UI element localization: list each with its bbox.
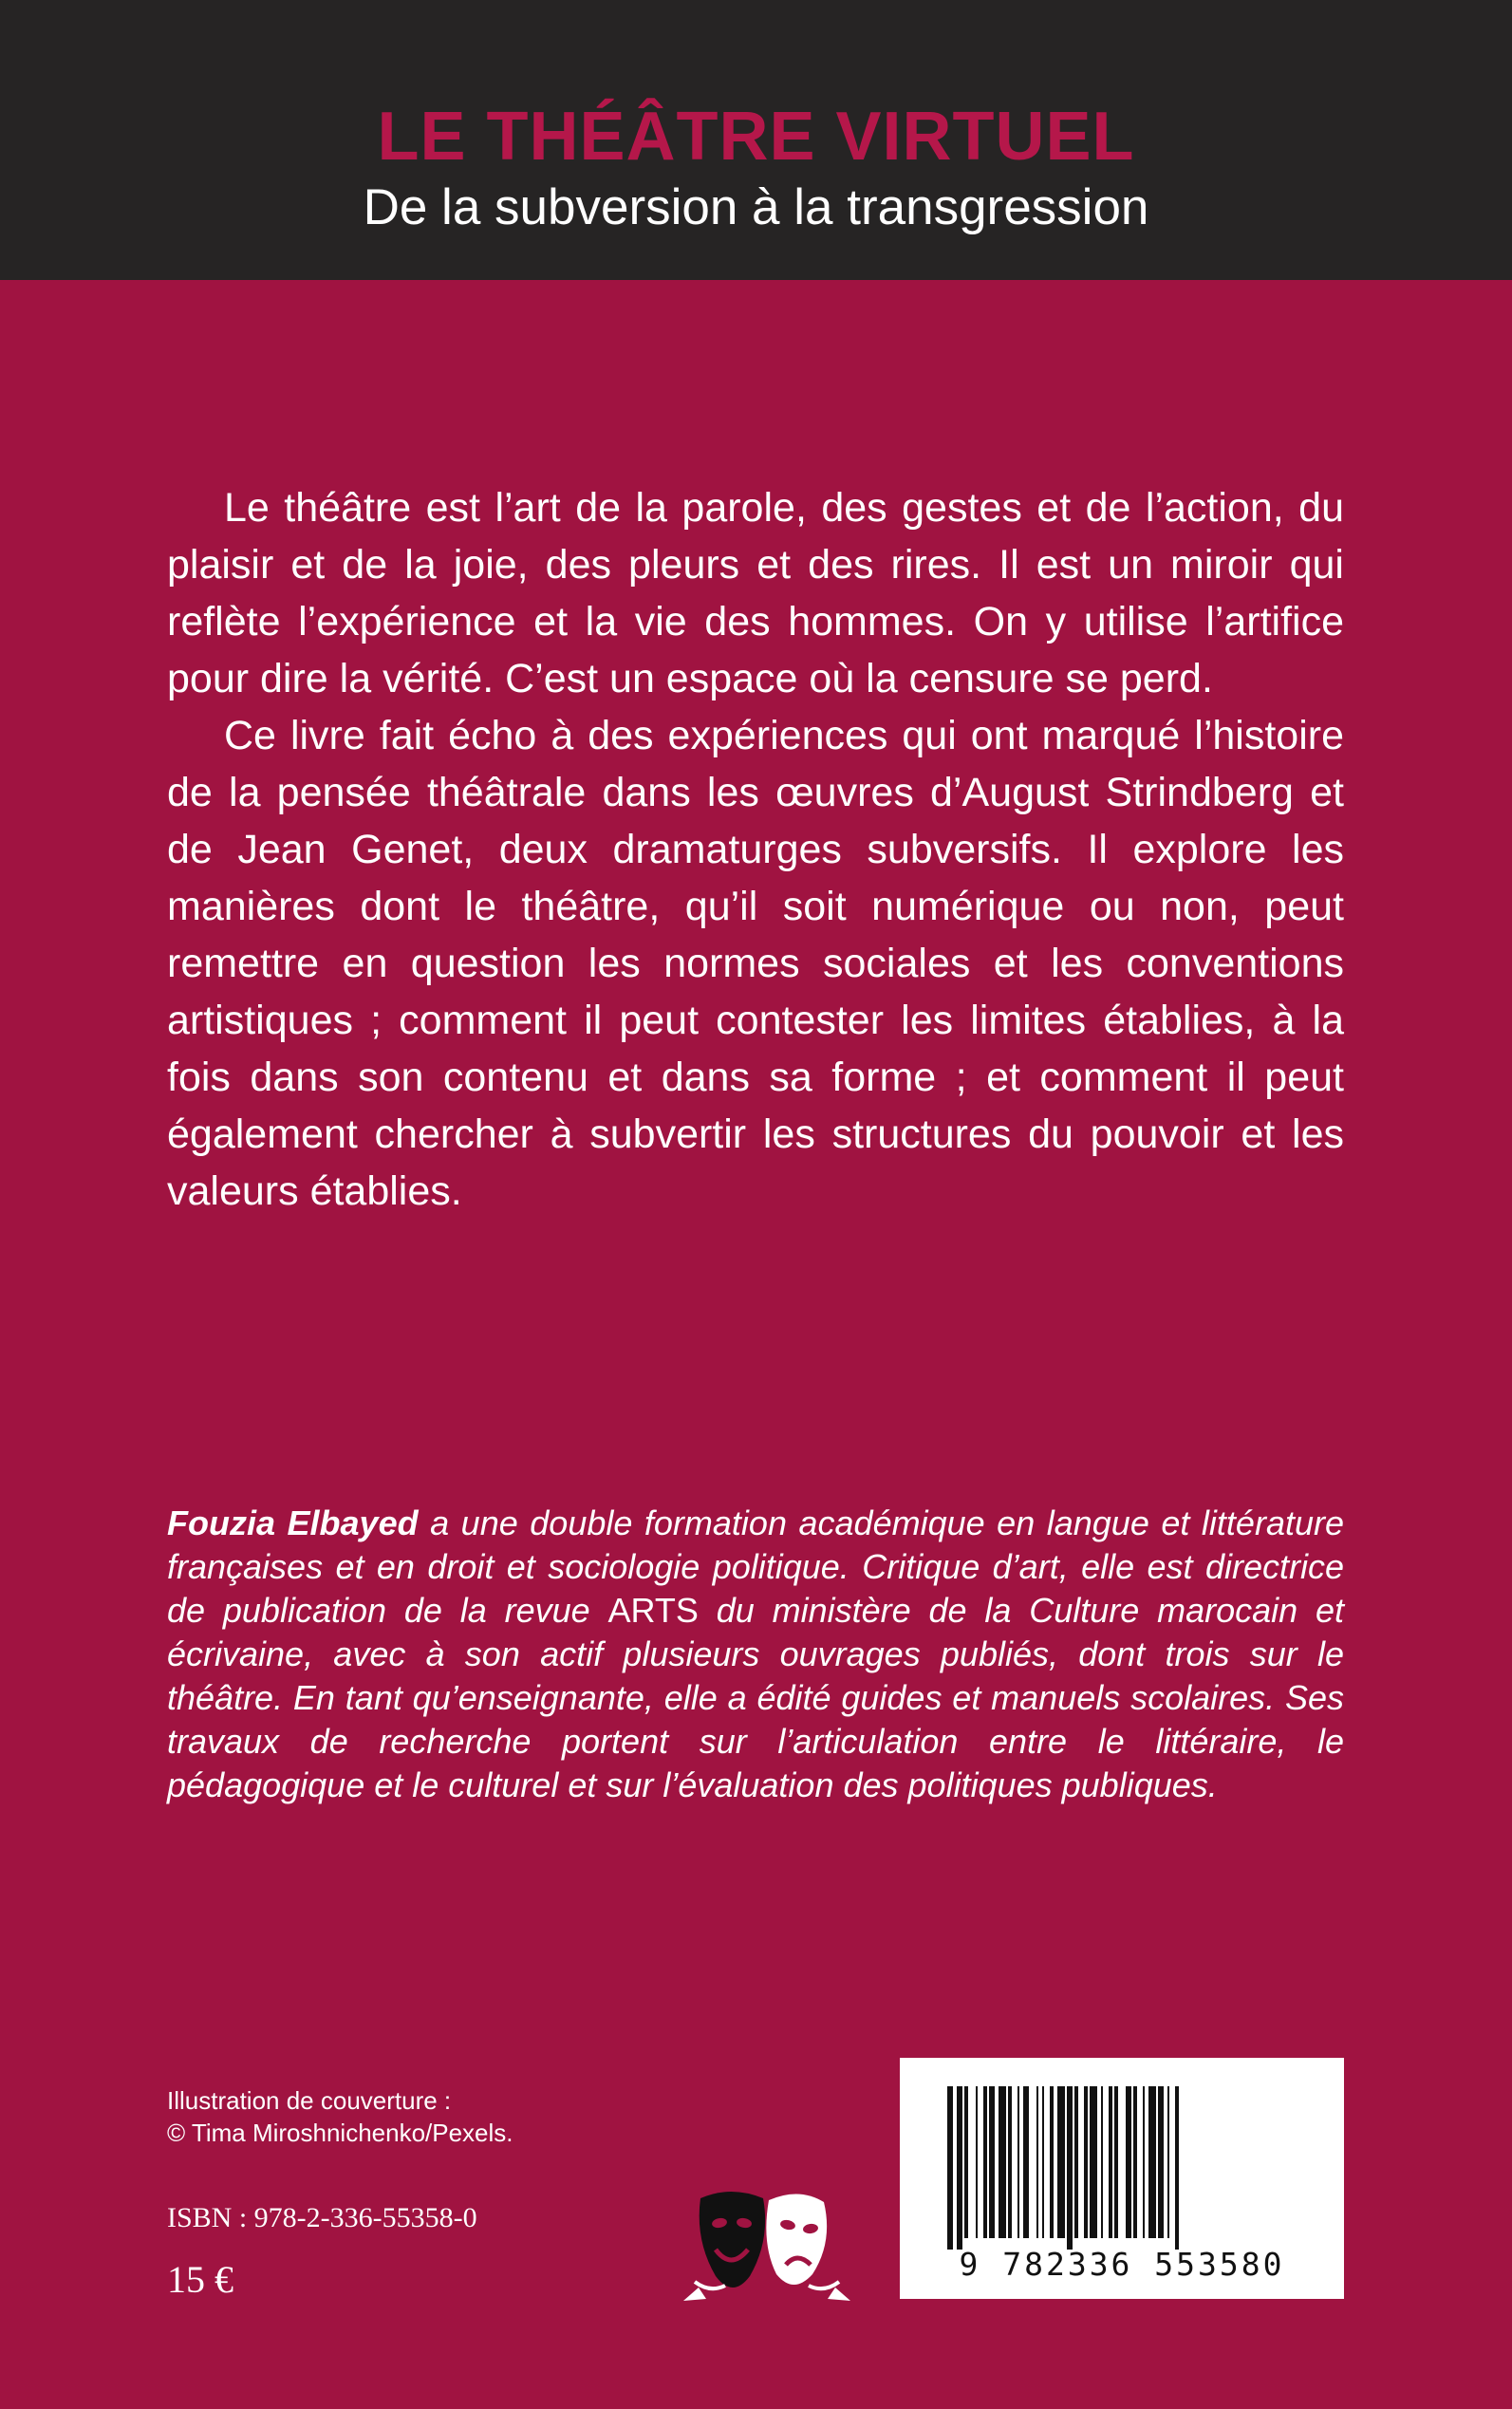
header-band (0, 0, 1512, 280)
barcode-bar (1017, 2086, 1019, 2238)
barcode-bar (1057, 2086, 1065, 2238)
barcode-bar (1008, 2086, 1012, 2238)
book-title: LE THÉÂTRE VIRTUEL (377, 99, 1135, 175)
bio-text: a une double formation académique en langue et littérature françaises et en droit et sociologie politique. Critique d’art, elle est directrice de publication de la revue (167, 1503, 1344, 1630)
book-subtitle: De la subversion à la transgression (363, 179, 1149, 235)
journal-name: ARTS (607, 1591, 699, 1630)
barcode-bar (1067, 2086, 1073, 2250)
credits-label: Illustration de couverture : (167, 2086, 452, 2115)
summary-paragraph: Ce livre fait écho à des expériences qui ont marqué l’histoire de la pensée théâtrale dans les œuvres d’August Strindberg et de Jean Genet, deux dramaturges subversifs. Il explore les manières dont le théâtre, qu’il soit numérique ou non, peut remettre en question les normes sociales et les conventions artistiques ; comment il peut contester les limites établies, à la fois dans son contenu et dans sa forme ; et comment il peut également chercher à subvertir les structures du pouvoir et les valeurs établies. (167, 713, 1344, 1214)
barcode-bar (1036, 2086, 1038, 2238)
barcode-bar (999, 2086, 1006, 2238)
barcode-bar (1133, 2086, 1137, 2238)
barcode-bar (1090, 2086, 1097, 2238)
summary-paragraph: Le théâtre est l’art de la parole, des gestes et de l’action, du plaisir et de la joie, des pleurs et des rires. Il est un miroir qui reflète l’expérience et la vie des hommes. On y utilise l’artifice pour dire la vérité. C’est un espace où la censure se perd. (167, 485, 1344, 701)
barcode-bar (976, 2086, 978, 2238)
barcode-bar (1050, 2086, 1054, 2238)
price: 15 € (167, 2258, 233, 2301)
barcode-bar (1167, 2086, 1169, 2238)
barcode-bar (1042, 2086, 1044, 2238)
barcode-bar (1158, 2086, 1164, 2238)
bio-text: du ministère de la Culture marocain et écrivaine, avec à son actif plusieurs ouvrages publiés, dont trois sur le théâtre. En tant qu’enseignante, elle a édité guides et manuels scolaires. Ses travaux de recherche portent sur l’articulation entre le littéraire, le pédagogique et le culturel et sur l’évaluation des politiques publiques. (167, 1591, 1345, 1804)
barcode-bar (983, 2086, 987, 2238)
barcode-bar (964, 2086, 968, 2238)
barcode-digits: 9 782336 553580 (959, 2246, 1285, 2283)
barcode-bar (1126, 2086, 1131, 2238)
isbn: ISBN : 978-2-336-55358-0 (167, 2202, 477, 2233)
barcode-bar (1074, 2086, 1078, 2238)
book-summary (167, 479, 1344, 1220)
barcode-bar (1143, 2086, 1145, 2238)
barcode-bar (1114, 2086, 1118, 2238)
barcode-bar (957, 2086, 962, 2250)
credits-photographer: © Tima Miroshnichenko/Pexels. (167, 2119, 513, 2147)
theatre-masks-icon (681, 2183, 852, 2306)
barcode-bar (1148, 2086, 1156, 2238)
isbn-barcode (900, 2058, 1344, 2299)
barcode-bar (1101, 2086, 1103, 2238)
barcode-bar (1084, 2086, 1088, 2238)
cover-credits (167, 2084, 513, 2149)
barcode-bar (1023, 2086, 1029, 2238)
author-bio (167, 1502, 1344, 1807)
barcode-bar (947, 2086, 953, 2250)
author-name: Fouzia Elbayed (167, 1503, 419, 1542)
barcode-bar (989, 2086, 995, 2238)
barcode-bar (1175, 2086, 1179, 2250)
barcode-bar (1109, 2086, 1112, 2238)
